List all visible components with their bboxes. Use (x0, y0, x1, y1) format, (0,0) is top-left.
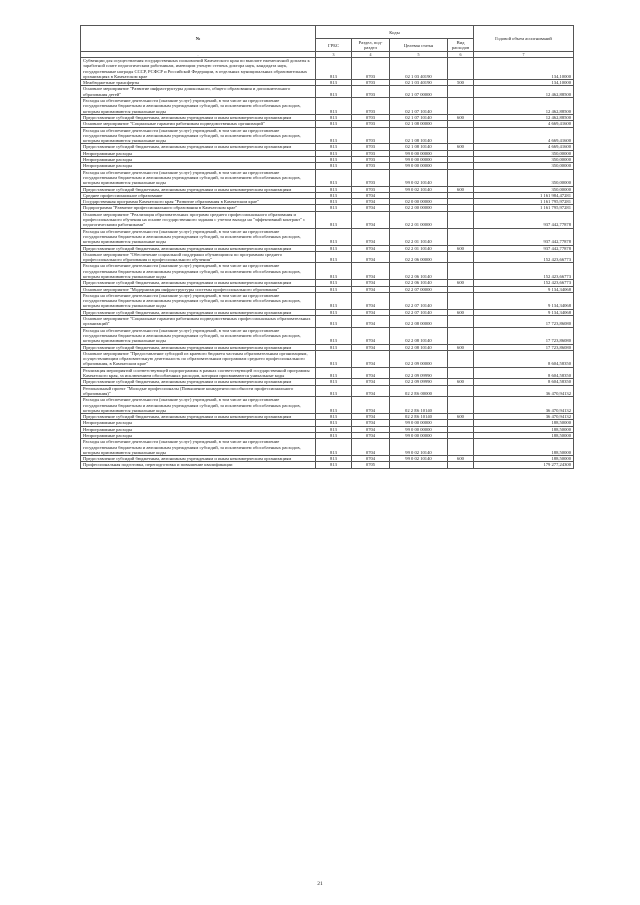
row-expense-type-cell: 600 (448, 414, 474, 420)
table-row (81, 350, 574, 367)
row-razdel-cell: 0704 (352, 199, 390, 205)
row-razdel-cell: 0704 (352, 205, 390, 211)
row-target-article-cell: 99 0 00 00000 (390, 157, 448, 163)
row-target-article-cell: 02 2 E6 10140 (390, 397, 448, 414)
row-expense-type-cell (448, 86, 474, 98)
row-amount-cell: 36 470,94132 (474, 385, 574, 397)
row-expense-type-cell (448, 385, 474, 397)
row-razdel-cell: 0704 (352, 292, 390, 309)
row-name-cell: Региональный проект "Молодые профессионалы (Повышение конкурентоспособности профессионального образования)" (81, 385, 316, 397)
row-razdel-cell: 0704 (352, 327, 390, 344)
row-razdel-cell: 0703 (352, 86, 390, 98)
row-target-article-cell: 02 2 06 10140 (390, 263, 448, 280)
row-amount-cell: 17 723,86080 (474, 344, 574, 350)
row-target-article-cell: 02 1 08 00000 (390, 121, 448, 127)
budget-table (80, 25, 574, 469)
row-grbs-cell: 813 (316, 456, 352, 462)
row-target-article-cell: 02 1 08 10140 (390, 144, 448, 150)
row-amount-cell: 1 161 984,47281 (474, 192, 574, 198)
row-expense-type-cell: 600 (448, 186, 474, 192)
row-name-cell: Реализация мероприятий соответствующей подпрограммы в рамках соответствующей государственной программы Камчатского края, за исключением обособленных расходов, которым присваиваются уникальные коды (81, 367, 316, 379)
column-index: 3 (316, 52, 352, 58)
row-grbs-cell: 813 (316, 420, 352, 426)
row-amount-cell: 4 669,41600 (474, 121, 574, 127)
column-index: . (81, 52, 316, 58)
row-razdel-cell: 0704 (352, 344, 390, 350)
row-name-cell: Расходы на обеспечение деятельности (оказание услуг) учреждений, в том числе на предоставление государственным бюджетным и автономным учреждениям субсидий, за исключением обособленных расходов, которым присваиваются уникальные коды (81, 127, 316, 144)
row-target-article-cell: 02 2 08 10140 (390, 327, 448, 344)
table-row (81, 439, 574, 456)
row-expense-type-cell (448, 169, 474, 186)
row-target-article-cell: 99 0 02 10140 (390, 169, 448, 186)
row-name-cell: Основное мероприятие "Социальные гарантии работникам подведомственных организаций" (81, 121, 316, 127)
row-amount-cell: 12 462,88500 (474, 114, 574, 120)
row-name-cell: Основное мероприятие "Реализация образовательных программ среднего профессионального образования и профессионального обучения на основе государственного задания с учетом выхода на "эффективный контракт" с педагогическими работниками" (81, 211, 316, 228)
table-row (81, 292, 574, 309)
row-razdel-cell: 0703 (352, 163, 390, 169)
table-row (81, 462, 574, 468)
column-index: 6 (448, 52, 474, 58)
row-grbs-cell: 813 (316, 58, 352, 80)
row-grbs-cell: 813 (316, 121, 352, 127)
row-name-cell: Предоставление субсидий бюджетным, автономным учреждениям и иным некоммерческим организациям (81, 114, 316, 120)
row-amount-cell: 36 470,94132 (474, 397, 574, 414)
row-razdel-cell: 0704 (352, 245, 390, 251)
row-grbs-cell: 813 (316, 86, 352, 98)
row-grbs-cell: 813 (316, 228, 352, 245)
row-razdel-cell: 0704 (352, 367, 390, 379)
row-grbs-cell: 813 (316, 163, 352, 169)
row-razdel-cell: 0703 (352, 58, 390, 80)
row-target-article-cell: 02 2 00 00000 (390, 205, 448, 211)
row-target-article-cell: 02 2 09 09990 (390, 367, 448, 379)
row-expense-type-cell (448, 251, 474, 263)
row-grbs-cell: 813 (316, 292, 352, 309)
column-header-annual: Годовой объем ассигнований (474, 26, 574, 52)
row-name-cell: Основное мероприятие "Развитие инфраструктуры дошкольного, общего образования и дополнительного образования детей" (81, 86, 316, 98)
row-grbs-cell: 813 (316, 462, 352, 468)
row-grbs-cell: 813 (316, 205, 352, 211)
column-index: 7 (474, 52, 574, 58)
row-expense-type-cell: 600 (448, 144, 474, 150)
row-grbs-cell: 813 (316, 426, 352, 432)
row-target-article-cell: 99 0 02 10140 (390, 439, 448, 456)
row-target-article-cell: 99 0 00 00000 (390, 163, 448, 169)
row-amount-cell: 9 134,34068 (474, 286, 574, 292)
table-row (81, 228, 574, 245)
row-razdel-cell: 0704 (352, 211, 390, 228)
row-razdel-cell: 0705 (352, 462, 390, 468)
row-target-article-cell (390, 462, 448, 468)
row-target-article-cell: 02 1 08 10140 (390, 127, 448, 144)
row-name-cell: Профессиональная подготовка, переподготовка и повышение квалификации (81, 462, 316, 468)
row-amount-cell: 350,00000 (474, 186, 574, 192)
row-razdel-cell: 0704 (352, 251, 390, 263)
row-amount-cell: 4 669,41600 (474, 144, 574, 150)
row-amount-cell: 17 723,86080 (474, 316, 574, 328)
row-expense-type-cell (448, 439, 474, 456)
row-name-cell: Расходы на обеспечение деятельности (оказание услуг) учреждений, в том числе на предоставление государственным бюджетным и автономным учреждениям субсидий, за исключением обособленных расходов, которым присваиваются уникальные коды (81, 327, 316, 344)
row-amount-cell: 937 442,77878 (474, 245, 574, 251)
row-amount-cell: 350,00000 (474, 169, 574, 186)
row-target-article-cell: 02 2 07 10140 (390, 292, 448, 309)
table-row (81, 327, 574, 344)
row-expense-type-cell (448, 462, 474, 468)
row-razdel-cell: 0703 (352, 127, 390, 144)
row-target-article-cell: 99 0 00 00000 (390, 150, 448, 156)
row-amount-cell: 152 423,66773 (474, 280, 574, 286)
row-grbs-cell: 813 (316, 150, 352, 156)
row-name-cell: Расходы на обеспечение деятельности (оказание услуг) учреждений, в том числе на предоставление государственным бюджетным и автономным учреждениям субсидий, за исключением обособленных расходов, которым присваиваются уникальные коды (81, 292, 316, 309)
row-amount-cell: 350,00000 (474, 163, 574, 169)
row-amount-cell: 9 134,34068 (474, 292, 574, 309)
row-razdel-cell: 0704 (352, 414, 390, 420)
row-target-article-cell: 02 1 07 10140 (390, 98, 448, 115)
row-expense-type-cell (448, 127, 474, 144)
row-razdel-cell: 0704 (352, 309, 390, 315)
row-target-article-cell: 02 2 01 10140 (390, 228, 448, 245)
row-amount-cell: 350,00000 (474, 150, 574, 156)
row-expense-type-cell (448, 211, 474, 228)
row-expense-type-cell: 600 (448, 456, 474, 462)
row-expense-type-cell: 500 (448, 80, 474, 86)
row-razdel-cell: 0703 (352, 186, 390, 192)
row-grbs-cell: 813 (316, 186, 352, 192)
row-name-cell: Предоставление субсидий бюджетным, автономным учреждениям и иным некоммерческим организациям (81, 414, 316, 420)
row-grbs-cell: 813 (316, 211, 352, 228)
table-row (81, 385, 574, 397)
row-grbs-cell: 813 (316, 114, 352, 120)
row-expense-type-cell (448, 327, 474, 344)
row-name-cell: Непрограммные расходы (81, 426, 316, 432)
row-name-cell: Расходы на обеспечение деятельности (оказание услуг) учреждений, в том числе на предоставление государственным бюджетным и автономным учреждениям субсидий, за исключением обособленных расходов, которым присваиваются уникальные коды (81, 169, 316, 186)
row-name-cell: Предоставление субсидий бюджетным, автономным учреждениям и иным некоммерческим организациям (81, 379, 316, 385)
row-amount-cell: 188,50000 (474, 433, 574, 439)
row-grbs-cell: 813 (316, 80, 352, 86)
row-expense-type-cell (448, 98, 474, 115)
row-expense-type-cell (448, 367, 474, 379)
row-expense-type-cell (448, 397, 474, 414)
row-target-article-cell: 02 2 08 00000 (390, 316, 448, 328)
row-grbs-cell: 813 (316, 309, 352, 315)
row-expense-type-cell (448, 316, 474, 328)
column-header-target-article: Целевая статья (390, 39, 448, 52)
row-target-article-cell: 02 1 03 40190 (390, 80, 448, 86)
row-target-article-cell: 02 2 09 09990 (390, 379, 448, 385)
table-row (81, 58, 574, 80)
row-grbs-cell: 813 (316, 397, 352, 414)
row-expense-type-cell: 600 (448, 114, 474, 120)
row-target-article-cell: 99 0 02 10140 (390, 456, 448, 462)
row-expense-type-cell: 600 (448, 309, 474, 315)
row-razdel-cell: 0704 (352, 426, 390, 432)
row-target-article-cell: 02 2 06 10140 (390, 280, 448, 286)
row-razdel-cell: 0703 (352, 150, 390, 156)
column-index: 4 (352, 52, 390, 58)
row-name-cell: Предоставление субсидий бюджетным, автономным учреждениям и иным некоммерческим организациям (81, 309, 316, 315)
row-target-article-cell: 99 0 02 10140 (390, 186, 448, 192)
table-row (81, 98, 574, 115)
row-name-cell: Основное мероприятие "Модернизация инфраструктуры системы профессионального образования" (81, 286, 316, 292)
row-razdel-cell: 0704 (352, 397, 390, 414)
row-target-article-cell: 99 0 00 00000 (390, 433, 448, 439)
row-grbs-cell: 813 (316, 251, 352, 263)
row-name-cell: Расходы на обеспечение деятельности (оказание услуг) учреждений, в том числе на предоставление государственным бюджетным и автономным учреждениям субсидий, за исключением обособленных расходов, которым присваиваются уникальные коды (81, 98, 316, 115)
row-grbs-cell: 813 (316, 433, 352, 439)
row-grbs-cell: 813 (316, 245, 352, 251)
column-header-expense-type: Вид расходов (448, 39, 474, 52)
row-amount-cell: 4 669,41600 (474, 127, 574, 144)
row-amount-cell: 188,50000 (474, 456, 574, 462)
row-name-cell: Предоставление субсидий бюджетным, автономным учреждениям и иным некоммерческим организациям (81, 245, 316, 251)
budget-sheet (80, 25, 573, 469)
row-name-cell: Расходы на обеспечение деятельности (оказание услуг) учреждений, в том числе на предоставление государственным бюджетным и автономным учреждениям субсидий, за исключением обособленных расходов, которым присваиваются уникальные коды (81, 228, 316, 245)
row-name-cell: Межбюджетные трансферты (81, 80, 316, 86)
row-grbs-cell: 813 (316, 327, 352, 344)
row-razdel-cell: 0704 (352, 228, 390, 245)
row-amount-cell: 12 462,88500 (474, 98, 574, 115)
row-grbs-cell: 813 (316, 286, 352, 292)
row-name-cell: Непрограммные расходы (81, 150, 316, 156)
row-razdel-cell: 0703 (352, 114, 390, 120)
row-name-cell: Расходы на обеспечение деятельности (оказание услуг) учреждений, в том числе на предоставление государственным бюджетным и автономным учреждениям субсидий, за исключением обособленных расходов, которым присваиваются уникальные коды (81, 397, 316, 414)
row-razdel-cell: 0704 (352, 192, 390, 198)
table-row (81, 316, 574, 328)
row-grbs-cell: 813 (316, 157, 352, 163)
row-grbs-cell: 813 (316, 344, 352, 350)
row-name-cell: Непрограммные расходы (81, 157, 316, 163)
row-amount-cell: 1 161 795,97281 (474, 199, 574, 205)
row-name-cell: Основное мероприятие "Предоставление субсидий из краевого бюджета частным образовательным организациям, осуществляющим образовательную деятельность по образовательным программам среднего профессионального образования, в Камчатском крае" (81, 350, 316, 367)
row-amount-cell: 937 442,77878 (474, 228, 574, 245)
row-amount-cell: 350,00000 (474, 157, 574, 163)
row-amount-cell: 1 161 795,97281 (474, 205, 574, 211)
table-row (81, 211, 574, 228)
row-target-article-cell: 02 2 E6 10140 (390, 414, 448, 420)
row-razdel-cell: 0704 (352, 385, 390, 397)
row-amount-cell: 188,50000 (474, 426, 574, 432)
row-target-article-cell: 99 0 00 00000 (390, 426, 448, 432)
row-target-article-cell: 02 2 06 00000 (390, 251, 448, 263)
row-name-cell: Расходы на обеспечение деятельности (оказание услуг) учреждений, в том числе на предоставление государственным бюджетным и автономным учреждениям субсидий, за исключением обособленных расходов, которым присваиваются уникальные коды (81, 439, 316, 456)
row-grbs-cell: 813 (316, 385, 352, 397)
row-razdel-cell: 0704 (352, 420, 390, 426)
row-grbs-cell: 813 (316, 263, 352, 280)
row-amount-cell: 152 423,66773 (474, 251, 574, 263)
row-target-article-cell: 99 0 00 00000 (390, 420, 448, 426)
row-grbs-cell: 813 (316, 192, 352, 198)
row-expense-type-cell (448, 292, 474, 309)
row-name-cell: Основное мероприятие "Социальные гарантии работникам подведомственных профессиональных образовательных организаций" (81, 316, 316, 328)
row-name-cell: Подпрограмма "Развитие профессионального образования в Камчатском крае" (81, 205, 316, 211)
table-row (81, 397, 574, 414)
row-name-cell: Основное мероприятие "Обеспечение социальной поддержки обучающимся по программам среднего профессионального образования и профессионального обучения" (81, 251, 316, 263)
row-name-cell: Государственная программа Камчатского края "Развитие образования в Камчатском крае" (81, 199, 316, 205)
row-razdel-cell: 0703 (352, 144, 390, 150)
column-header-number: № (81, 26, 316, 52)
column-header-razdel: Раздел, под-раздел (352, 39, 390, 52)
row-expense-type-cell: 600 (448, 379, 474, 385)
row-name-cell: Предоставление субсидий бюджетным, автономным учреждениям и иным некоммерческим организациям (81, 456, 316, 462)
row-expense-type-cell: 600 (448, 245, 474, 251)
page-number: 21 (317, 881, 323, 887)
row-target-article-cell: 02 2 09 00000 (390, 350, 448, 367)
row-razdel-cell: 0703 (352, 169, 390, 186)
row-name-cell: Предоставление субсидий бюджетным, автономным учреждениям и иным некоммерческим организациям (81, 144, 316, 150)
row-amount-cell: 152 423,66773 (474, 263, 574, 280)
row-name-cell: Субвенции для осуществления государственных полномочий Камчатского края по выплате ежемесячной доплаты к заработной плате педагогическим работникам, имеющим ученую степень доктора наук, кандидата наук, государственные награды СССР, РСФСР и Российской Федерации, в отдельных муниципальных образовательных организациях в Камчатском крае (81, 58, 316, 80)
row-name-cell: Непрограммные расходы (81, 163, 316, 169)
row-target-article-cell: 02 2 01 10140 (390, 245, 448, 251)
row-grbs-cell: 813 (316, 144, 352, 150)
row-razdel-cell: 0703 (352, 80, 390, 86)
row-grbs-cell: 813 (316, 316, 352, 328)
row-target-article-cell: 02 2 01 00000 (390, 211, 448, 228)
row-amount-cell: 179 277,24300 (474, 462, 574, 468)
row-expense-type-cell (448, 58, 474, 80)
table-row (81, 263, 574, 280)
row-amount-cell: 8 604,58350 (474, 379, 574, 385)
row-grbs-cell: 813 (316, 414, 352, 420)
row-name-cell: Предоставление субсидий бюджетным, автономным учреждениям и иным некоммерческим организациям (81, 344, 316, 350)
row-amount-cell: 188,50000 (474, 420, 574, 426)
row-target-article-cell: 02 1 03 40190 (390, 58, 448, 80)
row-name-cell: Непрограммные расходы (81, 420, 316, 426)
row-razdel-cell: 0703 (352, 98, 390, 115)
row-razdel-cell: 0704 (352, 280, 390, 286)
row-amount-cell: 36 470,94132 (474, 414, 574, 420)
row-grbs-cell: 813 (316, 98, 352, 115)
row-razdel-cell: 0704 (352, 286, 390, 292)
row-grbs-cell: 813 (316, 169, 352, 186)
row-name-cell: Предоставление субсидий бюджетным, автономным учреждениям и иным некоммерческим организациям (81, 280, 316, 286)
row-amount-cell: 12 462,88500 (474, 86, 574, 98)
row-target-article-cell: 02 2 08 10140 (390, 344, 448, 350)
row-grbs-cell: 813 (316, 439, 352, 456)
row-target-article-cell: 02 1 07 10140 (390, 114, 448, 120)
row-razdel-cell: 0704 (352, 456, 390, 462)
row-grbs-cell: 813 (316, 379, 352, 385)
row-razdel-cell: 0703 (352, 121, 390, 127)
row-amount-cell: 937 442,77878 (474, 211, 574, 228)
table-row (81, 86, 574, 98)
row-grbs-cell: 813 (316, 280, 352, 286)
row-name-cell: Предоставление субсидий бюджетным, автономным учреждениям и иным некоммерческим организациям (81, 186, 316, 192)
row-grbs-cell: 813 (316, 367, 352, 379)
column-header-grbs: ГРБС (316, 39, 352, 52)
row-razdel-cell: 0704 (352, 379, 390, 385)
row-razdel-cell: 0704 (352, 350, 390, 367)
row-name-cell: Расходы на обеспечение деятельности (оказание услуг) учреждений, в том числе на предоставление государственным бюджетным и автономным учреждениям субсидий, за исключением обособленных расходов, которым присваиваются уникальные коды (81, 263, 316, 280)
row-target-article-cell: 02 2 E6 00000 (390, 385, 448, 397)
table-row (81, 127, 574, 144)
row-name-cell: Среднее профессиональное образование (81, 192, 316, 198)
row-amount-cell: 9 134,34068 (474, 309, 574, 315)
table-row (81, 251, 574, 263)
row-razdel-cell: 0704 (352, 439, 390, 456)
row-expense-type-cell (448, 350, 474, 367)
column-index: 5 (390, 52, 448, 58)
row-grbs-cell: 813 (316, 127, 352, 144)
row-amount-cell: 17 723,86080 (474, 327, 574, 344)
row-amount-cell: 134,10000 (474, 58, 574, 80)
row-target-article-cell: 02 0 00 00000 (390, 199, 448, 205)
row-razdel-cell: 0704 (352, 316, 390, 328)
row-razdel-cell: 0703 (352, 157, 390, 163)
row-razdel-cell: 0704 (352, 433, 390, 439)
table-row (81, 367, 574, 379)
row-amount-cell: 188,50000 (474, 439, 574, 456)
row-name-cell: Непрограммные расходы (81, 433, 316, 439)
column-header-codes: Коды (316, 26, 474, 39)
table-row (81, 169, 574, 186)
row-target-article-cell: 02 2 07 10140 (390, 309, 448, 315)
row-expense-type-cell (448, 263, 474, 280)
row-target-article-cell: 02 2 07 00000 (390, 286, 448, 292)
row-amount-cell: 8 604,58350 (474, 350, 574, 367)
row-grbs-cell: 813 (316, 199, 352, 205)
table-header-row-1 (81, 26, 574, 39)
row-amount-cell: 134,10000 (474, 80, 574, 86)
row-grbs-cell: 813 (316, 350, 352, 367)
row-razdel-cell: 0704 (352, 263, 390, 280)
row-expense-type-cell (448, 228, 474, 245)
table-body (81, 58, 574, 469)
row-expense-type-cell: 600 (448, 344, 474, 350)
row-amount-cell: 8 604,58350 (474, 367, 574, 379)
row-target-article-cell: 02 1 07 00000 (390, 86, 448, 98)
row-expense-type-cell: 600 (448, 280, 474, 286)
